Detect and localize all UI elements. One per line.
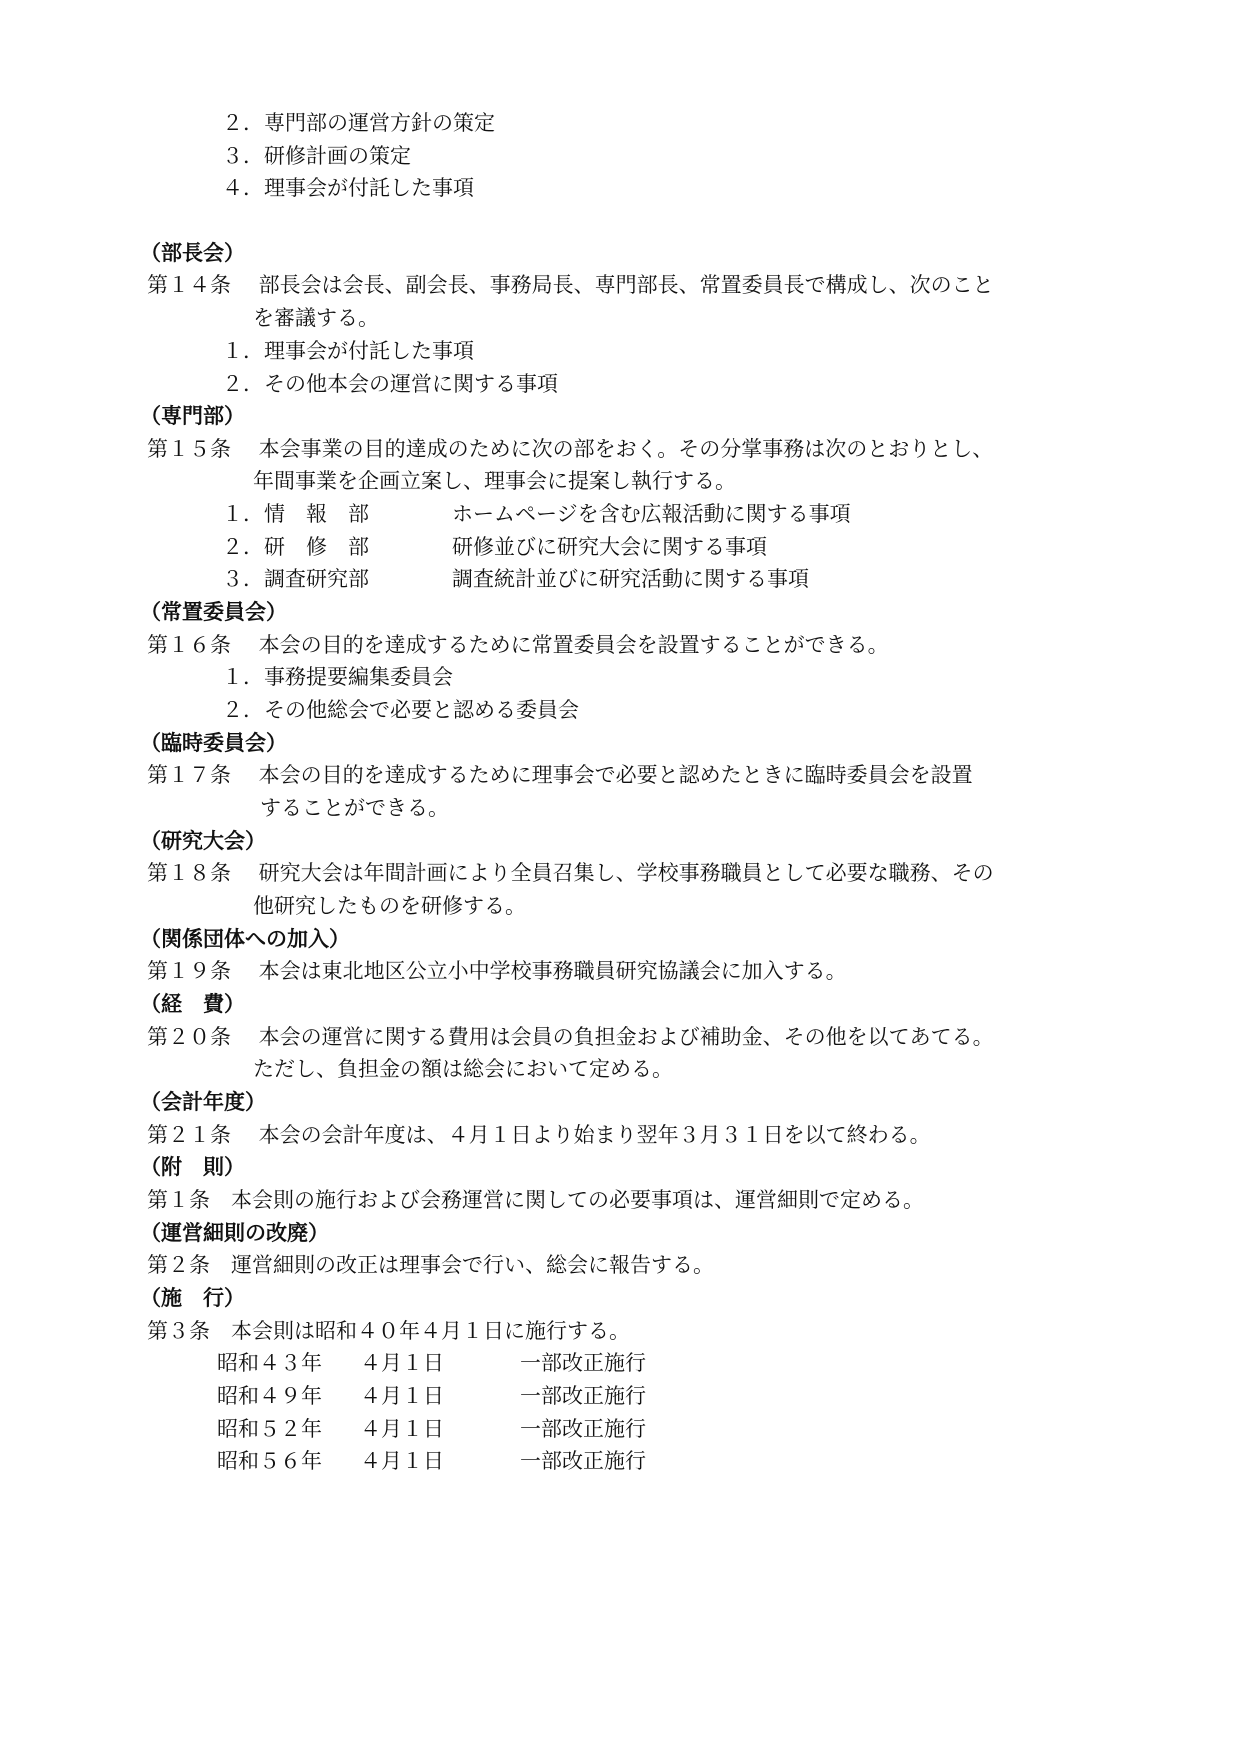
article-line: 第２条 運営細則の改正は理事会で行い、総会に報告する。 [147,1253,714,1277]
section-heading: （専門部） [140,404,245,428]
section-heading: （関係団体への加入） [140,927,350,951]
history-year: 昭和４３年 [217,1351,322,1375]
article-line: 第１４条 部長会は会長、副会長、事務局長、専門部長、常置委員長で構成し、次のこと [147,273,994,297]
list-item: ４．理事会が付託した事項 [222,176,474,200]
article-line: 年間事業を企画立案し、理事会に提案し執行する。 [253,469,736,493]
dept-description: 調査統計並びに研究活動に関する事項 [452,567,809,591]
dept-description: 研修並びに研究大会に関する事項 [452,535,767,559]
dept-label: ３．調査研究部 [222,567,369,591]
article-line: 第１６条 本会の目的を達成するために常置委員会を設置することができる。 [147,633,889,657]
article-line: を審議する。 [253,306,379,330]
dept-label: ２．研 修 部 [222,535,369,559]
article-line: 第２０条 本会の運営に関する費用は会員の負担金および補助金、その他を以てあてる。 [147,1025,994,1049]
article-line: 第１８条 研究大会は年間計画により全員召集し、学校事務職員として必要な職務、その [147,861,994,885]
section-heading: （部長会） [140,241,245,265]
history-note: 一部改正施行 [520,1449,646,1473]
history-note: 一部改正施行 [520,1351,646,1375]
history-date: ４月１日 [360,1417,444,1441]
article-line: ただし、負担金の額は総会において定める。 [253,1057,673,1081]
list-item: １．事務提要編集委員会 [222,665,453,689]
article-line: 他研究したものを研修する。 [253,894,526,918]
history-date: ４月１日 [360,1449,444,1473]
article-line: することができる。 [260,796,449,820]
list-item: ３．研修計画の策定 [222,144,411,168]
article-line: 第１５条 本会事業の目的達成のために次の部をおく。その分掌事務は次のとおりとし、 [147,437,994,461]
history-year: 昭和５２年 [217,1417,322,1441]
section-heading: （常置委員会） [140,600,287,624]
article-line: 第１９条 本会は東北地区公立小中学校事務職員研究協議会に加入する。 [147,959,847,983]
history-note: 一部改正施行 [520,1417,646,1441]
history-year: 昭和４９年 [217,1384,322,1408]
history-note: 一部改正施行 [520,1384,646,1408]
article-line: 第３条 本会則は昭和４０年４月１日に施行する。 [147,1319,630,1343]
section-heading: （運営細則の改廃） [140,1221,329,1245]
section-heading: （附 則） [140,1155,245,1179]
dept-description: ホームページを含む広報活動に関する事項 [452,502,851,526]
section-heading: （会計年度） [140,1090,266,1114]
article-line: 第１条 本会則の施行および会務運営に関しての必要事項は、運営細則で定める。 [147,1188,924,1212]
history-date: ４月１日 [360,1351,444,1375]
history-year: 昭和５６年 [217,1449,322,1473]
list-item: ２．その他本会の運営に関する事項 [222,372,558,396]
list-item: ２．専門部の運営方針の策定 [222,111,495,135]
section-heading: （施 行） [140,1286,245,1310]
section-heading: （経 費） [140,992,245,1016]
article-line: 第１７条 本会の目的を達成するために理事会で必要と認めたときに臨時委員会を設置 [147,763,973,787]
section-heading: （研究大会） [140,829,266,853]
article-line: 第２１条 本会の会計年度は、４月１日より始まり翌年３月３１日を以て終わる。 [147,1123,931,1147]
dept-label: １．情 報 部 [222,502,369,526]
history-date: ４月１日 [360,1384,444,1408]
list-item: ２．その他総会で必要と認める委員会 [222,698,579,722]
list-item: １．理事会が付託した事項 [222,339,474,363]
section-heading: （臨時委員会） [140,731,287,755]
